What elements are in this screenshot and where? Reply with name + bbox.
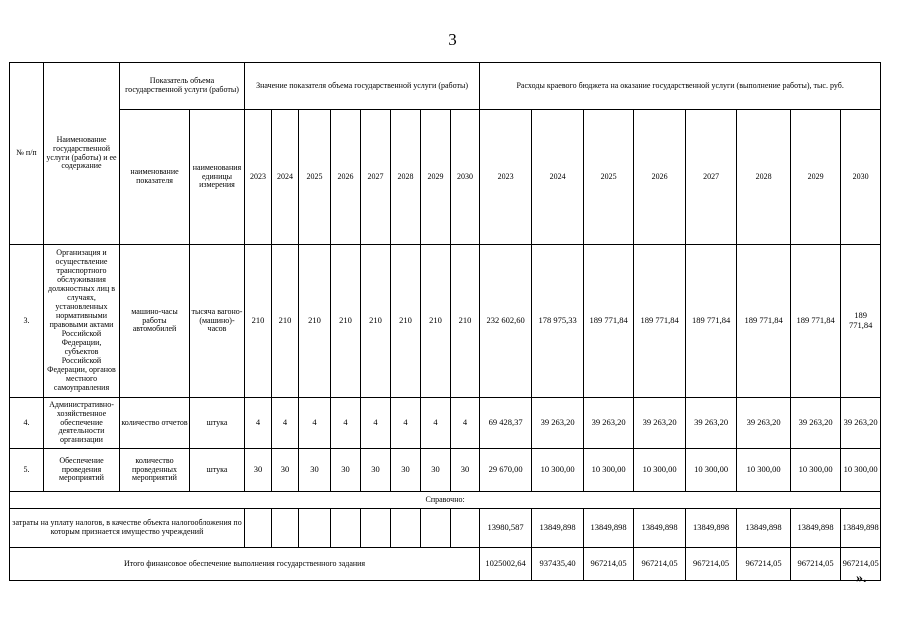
table-row: [10, 245, 881, 398]
header-values: Значение показателя объема государственной услуги (работы): [245, 63, 480, 110]
row-value: 210: [331, 245, 361, 398]
total-budget: 967214,05: [791, 548, 841, 581]
row-budget: 10 300,00: [791, 449, 841, 492]
total-budget: 967214,05: [634, 548, 686, 581]
row-value: 210: [245, 245, 272, 398]
tax-budget: 13849,898: [686, 509, 737, 548]
row-indicator: количество проведенных мероприятий: [120, 449, 190, 492]
total-budget: 1025002,64: [480, 548, 532, 581]
header-budget: Расходы краевого бюджета на оказание государственной услуги (выполнение работы), тыс. руб.: [480, 63, 881, 110]
row-value: 210: [361, 245, 391, 398]
state-task-table: [9, 62, 881, 581]
empty-cell: [272, 509, 299, 548]
tax-budget: 13849,898: [791, 509, 841, 548]
row-service-name: Административно-хозяйственное обеспечение деятельности организации: [44, 398, 120, 449]
total-budget: 967214,05: [686, 548, 737, 581]
row-budget: 10 300,00: [737, 449, 791, 492]
header-year: 2025: [584, 110, 634, 245]
empty-cell: [331, 509, 361, 548]
row-value: 4: [361, 398, 391, 449]
empty-cell: [421, 509, 451, 548]
row-value: 30: [361, 449, 391, 492]
header-year: 2026: [634, 110, 686, 245]
header-year: 2029: [421, 110, 451, 245]
row-value: 4: [299, 398, 331, 449]
row-budget: 39 263,20: [634, 398, 686, 449]
row-budget: 189 771,84: [737, 245, 791, 398]
row-value: 4: [245, 398, 272, 449]
row-service-name: Организация и осуществление транспортного обслуживания должностных лиц в случаях, установленных нормативными правовыми актами Российской Федерации, субъектов Российской Федерации, органов местного самоуправления: [44, 245, 120, 398]
row-budget: 10 300,00: [686, 449, 737, 492]
row-no: 3.: [10, 245, 44, 398]
row-budget: 39 263,20: [737, 398, 791, 449]
tax-budget: 13849,898: [584, 509, 634, 548]
total-budget: 967214,05: [584, 548, 634, 581]
row-no: 4.: [10, 398, 44, 449]
reference-row: [10, 492, 881, 509]
table-row: [10, 398, 881, 449]
row-budget: 189 771,84: [584, 245, 634, 398]
empty-cell: [361, 509, 391, 548]
header-service-name: Наименование государственной услуги (работы) и ее содержание: [44, 63, 120, 245]
row-value: 30: [451, 449, 480, 492]
header-indicator: Показатель объема государственной услуги (работы): [120, 63, 245, 110]
row-budget: 69 428,37: [480, 398, 532, 449]
header-year: 2030: [451, 110, 480, 245]
row-value: 30: [299, 449, 331, 492]
tax-budget: 13849,898: [532, 509, 584, 548]
row-value: 210: [421, 245, 451, 398]
tax-budget: 13980,587: [480, 509, 532, 548]
row-unit: штука: [190, 449, 245, 492]
row-value: 210: [391, 245, 421, 398]
row-budget: 29 670,00: [480, 449, 532, 492]
closing-quote-mark: ».: [856, 571, 867, 586]
header-year: 2029: [791, 110, 841, 245]
header-year: 2027: [686, 110, 737, 245]
header-indicator-unit: наименования единицы измерения: [190, 110, 245, 245]
row-unit: штука: [190, 398, 245, 449]
tax-budget: 13849,898: [841, 509, 881, 548]
header-year: 2028: [391, 110, 421, 245]
row-budget: 189 771,84: [686, 245, 737, 398]
row-indicator: машино-часы работы автомобилей: [120, 245, 190, 398]
total-budget: 937435,40: [532, 548, 584, 581]
header-year: 2024: [532, 110, 584, 245]
row-value: 30: [421, 449, 451, 492]
row-value: 30: [391, 449, 421, 492]
row-budget: 39 263,20: [584, 398, 634, 449]
row-budget: 10 300,00: [584, 449, 634, 492]
header-year: 2030: [841, 110, 881, 245]
total-label: Итого финансовое обеспечение выполнения государственного задания: [10, 548, 480, 581]
row-budget: 232 602,60: [480, 245, 532, 398]
row-value: 4: [451, 398, 480, 449]
total-budget: 967214,05: [737, 548, 791, 581]
row-value: 30: [331, 449, 361, 492]
row-service-name: Обеспечение проведения мероприятий: [44, 449, 120, 492]
row-value: 4: [391, 398, 421, 449]
header-year: 2023: [480, 110, 532, 245]
reference-label: Справочно:: [10, 492, 881, 509]
header-year: 2028: [737, 110, 791, 245]
row-budget: 189 771,84: [791, 245, 841, 398]
row-budget: 10 300,00: [532, 449, 584, 492]
tax-budget: 13849,898: [737, 509, 791, 548]
row-unit: тысяча вагоно-(машино)-часов: [190, 245, 245, 398]
header-indicator-name: наименование показателя: [120, 110, 190, 245]
tax-row: [10, 509, 881, 548]
header-year: 2023: [245, 110, 272, 245]
row-value: 30: [245, 449, 272, 492]
tax-budget: 13849,898: [634, 509, 686, 548]
total-budget: 967214,05: [841, 548, 881, 581]
row-value: 30: [272, 449, 299, 492]
total-row: [10, 548, 881, 581]
row-budget: 39 263,20: [841, 398, 881, 449]
row-indicator: количество отчетов: [120, 398, 190, 449]
row-budget: 39 263,20: [686, 398, 737, 449]
empty-cell: [451, 509, 480, 548]
empty-cell: [391, 509, 421, 548]
row-budget: 178 975,33: [532, 245, 584, 398]
row-value: 210: [299, 245, 331, 398]
tax-label: затраты на уплату налогов, в качестве объекта налогообложения по которым признается имущество учреждений: [10, 509, 245, 548]
row-budget: 39 263,20: [532, 398, 584, 449]
row-budget: 39 263,20: [791, 398, 841, 449]
row-value: 4: [272, 398, 299, 449]
empty-cell: [245, 509, 272, 548]
row-value: 4: [421, 398, 451, 449]
header-no: № п/п: [10, 63, 44, 245]
page-number: 3: [448, 30, 457, 49]
header-year: 2027: [361, 110, 391, 245]
row-budget: 10 300,00: [634, 449, 686, 492]
row-no: 5.: [10, 449, 44, 492]
row-budget: 189 771,84: [841, 245, 881, 398]
header-year: 2025: [299, 110, 331, 245]
table-row: [10, 449, 881, 492]
header-year: 2026: [331, 110, 361, 245]
row-value: 4: [331, 398, 361, 449]
row-budget: 189 771,84: [634, 245, 686, 398]
empty-cell: [299, 509, 331, 548]
row-budget: 10 300,00: [841, 449, 881, 492]
row-value: 210: [272, 245, 299, 398]
row-value: 210: [451, 245, 480, 398]
header-year: 2024: [272, 110, 299, 245]
